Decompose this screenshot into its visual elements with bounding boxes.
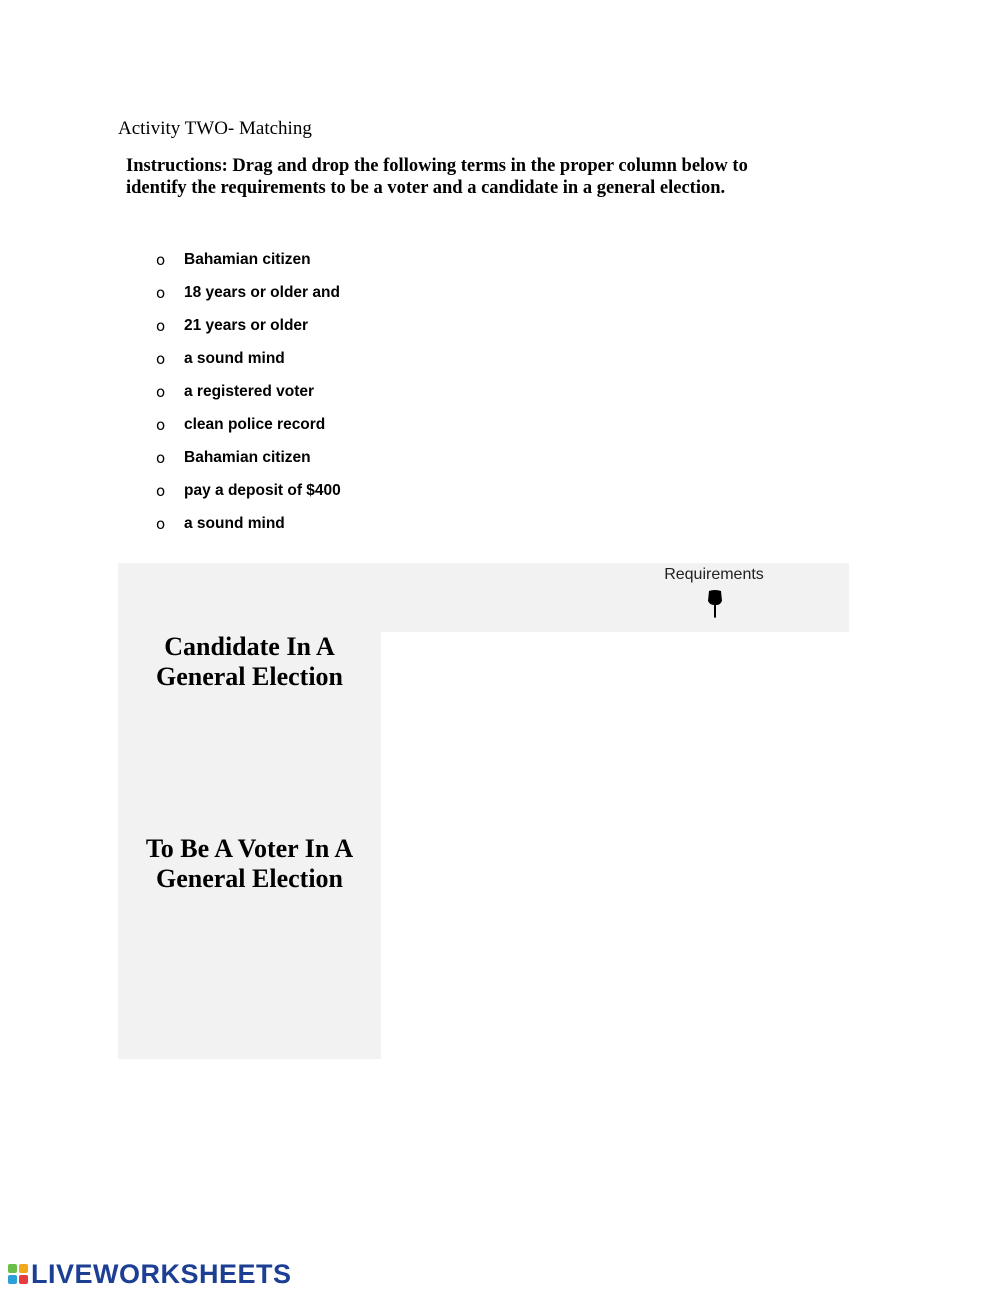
bullet-icon: o: [156, 448, 166, 467]
term-label: Bahamian citizen: [184, 448, 311, 466]
voter-heading: [118, 834, 381, 894]
bullet-icon: o: [156, 316, 166, 335]
voter-heading-line-1: To Be A Voter In A: [145, 834, 354, 863]
bullet-icon: o: [156, 481, 166, 500]
draggable-term[interactable]: [156, 243, 341, 276]
draggable-term[interactable]: [156, 342, 341, 375]
term-label: a sound mind: [184, 514, 285, 532]
candidate-heading-line-2: General Election: [155, 662, 343, 691]
activity-title: Activity TWO- Matching: [118, 118, 312, 139]
category-column: [118, 632, 381, 1059]
instructions-line-1: Instructions: Drag and drop the following terms in the proper column below to: [126, 156, 748, 176]
draggable-term[interactable]: [156, 441, 341, 474]
instructions-line-2: identify the requirements to be a voter and a candidate in a general election.: [126, 178, 726, 198]
bullet-icon: o: [156, 415, 166, 434]
term-label: Bahamian citizen: [184, 250, 311, 268]
logo-blocks-icon: [8, 1264, 28, 1284]
term-label: 21 years or older: [184, 316, 309, 334]
bullet-icon: o: [156, 349, 166, 368]
term-label: a sound mind: [184, 349, 285, 367]
liveworksheets-logo: [8, 1260, 292, 1288]
bullet-icon: o: [156, 283, 166, 302]
bullet-icon: o: [156, 382, 166, 401]
draggable-term[interactable]: [156, 408, 341, 441]
draggable-term[interactable]: [156, 474, 341, 507]
draggable-term[interactable]: [156, 309, 341, 342]
term-label: a registered voter: [184, 382, 315, 400]
term-label: 18 years or older and: [184, 283, 340, 301]
term-list: [156, 243, 341, 540]
logo-text: LIVEWORKSHEETS: [31, 1258, 292, 1289]
draggable-term[interactable]: [156, 375, 341, 408]
draggable-term[interactable]: [156, 276, 341, 309]
term-label: clean police record: [184, 415, 326, 433]
requirements-header: [118, 563, 849, 632]
bullet-icon: o: [156, 250, 166, 269]
term-label: pay a deposit of $400: [184, 481, 341, 499]
candidate-heading-line-1: Candidate In A: [164, 632, 335, 661]
requirements-label: Requirements: [664, 566, 764, 583]
draggable-term[interactable]: [156, 507, 341, 540]
bullet-icon: o: [156, 514, 166, 533]
instructions: [126, 155, 826, 199]
voter-heading-line-2: General Election: [155, 864, 343, 893]
candidate-heading: [118, 632, 381, 692]
pointing-down-hand-icon: [705, 589, 725, 619]
